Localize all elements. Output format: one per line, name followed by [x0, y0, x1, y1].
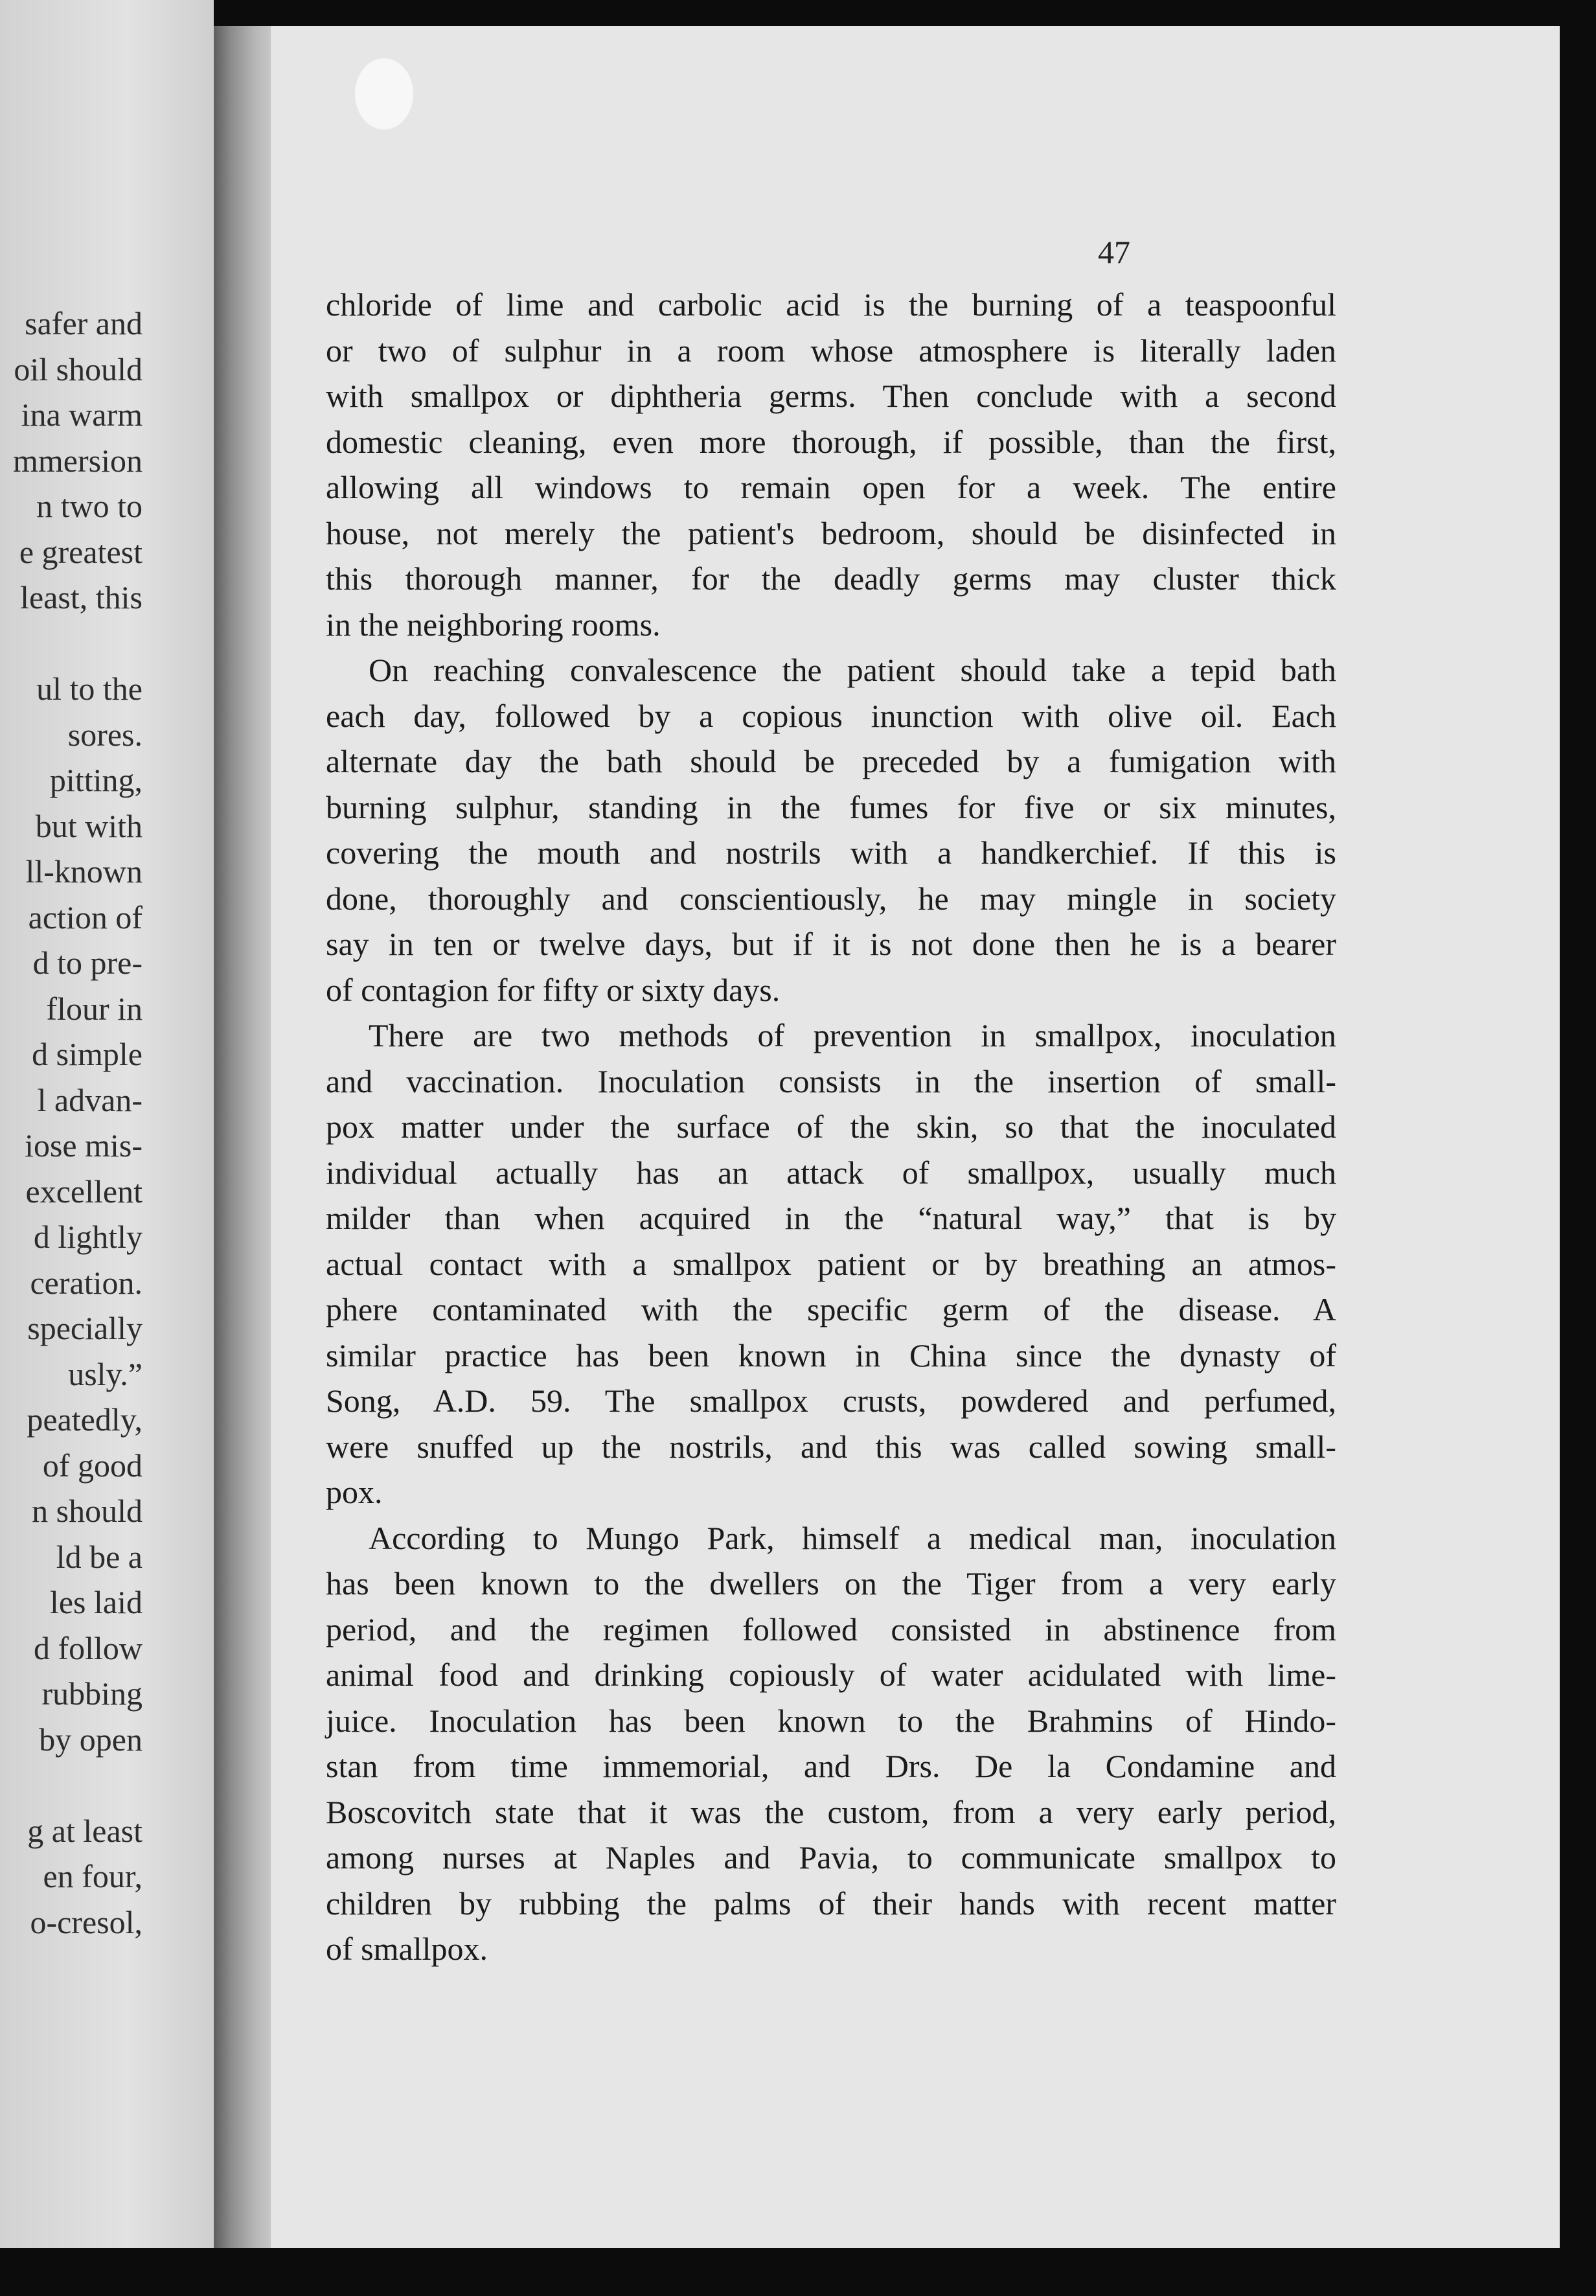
text-line: pox.	[326, 1474, 383, 1510]
text-line: Boscovitch state that it was the custom, from a very early period,	[326, 1793, 1336, 1830]
facing-page-line: g at least	[27, 1812, 142, 1849]
facing-page-line: ina warm	[21, 396, 142, 433]
text-line: with smallpox or diphtheria germs. Then conclude with a second	[326, 378, 1336, 414]
book-gutter	[214, 26, 272, 2248]
paragraph	[326, 1515, 1336, 1972]
text-line: burning sulphur, standing in the fumes for five or six minutes,	[326, 788, 1336, 825]
page-body-text	[326, 282, 1336, 1972]
text-line: There are two methods of prevention in smallpox, inoculation	[369, 1017, 1336, 1053]
facing-page-line: ceration.	[30, 1264, 142, 1301]
text-line: animal food and drinking copiously of water acidulated with lime-	[326, 1657, 1336, 1693]
text-line: house, not merely the patient's bedroom, should be disinfected in	[326, 514, 1336, 551]
facing-page-line: d to pre-	[32, 945, 142, 981]
text-line: alternate day the bath should be preceded by a fumigation with	[326, 743, 1336, 779]
facing-page-line: d simple	[32, 1036, 142, 1072]
text-line: similar practice has been known in China since the dynasty of	[326, 1337, 1336, 1373]
text-line: On reaching convalescence the patient should take a tepid bath	[369, 652, 1336, 688]
facing-page-line: excellent	[25, 1173, 142, 1210]
facing-page-line: action of	[28, 899, 142, 936]
text-line: juice. Inoculation has been known to the Brahmins of Hindo-	[326, 1702, 1336, 1739]
text-line: individual actually has an attack of smallpox, usually much	[326, 1154, 1336, 1191]
text-line: According to Mungo Park, himself a medical man, inoculation	[369, 1519, 1336, 1556]
text-line: in the neighboring rooms.	[326, 606, 661, 643]
facing-page-line: safer and	[25, 305, 142, 341]
facing-page-line: by open	[39, 1721, 142, 1758]
text-line: pox matter under the surface of the skin, so that the inoculated	[326, 1108, 1336, 1145]
facing-page-line: d lightly	[33, 1219, 142, 1255]
text-line: of contagion for fifty or sixty days.	[326, 971, 781, 1008]
text-line: children by rubbing the palms of their hands with recent matter	[326, 1885, 1336, 1922]
facing-page-line: but with	[35, 807, 142, 844]
paragraph	[326, 1013, 1336, 1515]
text-line: phere contaminated with the specific germ of the disease. A	[326, 1291, 1336, 1327]
facing-page-line: ul to the	[36, 671, 142, 707]
text-line: chloride of lime and carbolic acid is the burning of a teaspoonful	[326, 286, 1336, 323]
facing-page-line: least, this	[20, 579, 142, 615]
paragraph	[326, 647, 1336, 1013]
facing-page-line: pitting,	[49, 762, 142, 798]
facing-page-line: o-cresol,	[30, 1903, 142, 1940]
facing-page-line: peatedly,	[27, 1401, 142, 1438]
text-line: Song, A.D. 59. The smallpox crusts, powdered and perfumed,	[326, 1383, 1336, 1419]
facing-page-line: specially	[27, 1310, 142, 1346]
facing-page-line: d follow	[33, 1629, 142, 1666]
facing-page-line: les laid	[49, 1584, 142, 1620]
facing-page-line: oil should	[14, 350, 142, 387]
text-line: among nurses at Naples and Pavia, to communicate smallpox to	[326, 1839, 1336, 1876]
facing-page-line: sores.	[67, 716, 142, 753]
facing-page-line: n should	[32, 1493, 142, 1529]
facing-page-line: usly.”	[68, 1355, 142, 1392]
facing-page-line: n two to	[36, 488, 142, 524]
text-line: done, thoroughly and conscientiously, he may mingle in society	[326, 880, 1336, 917]
text-line: or two of sulphur in a room whose atmosphere is literally laden	[326, 332, 1336, 369]
text-line: this thorough manner, for the deadly germs may cluster thick	[326, 560, 1336, 597]
page-number: 47	[1098, 234, 1130, 270]
facing-page-line: rubbing	[41, 1675, 142, 1712]
facing-page-line: en four,	[43, 1858, 142, 1894]
facing-page-line: iose mis-	[25, 1127, 142, 1164]
facing-page-line: mmersion	[13, 442, 142, 479]
facing-page-line: of good	[42, 1447, 142, 1484]
text-line: say in ten or twelve days, but if it is not done then he is a bearer	[326, 926, 1336, 962]
facing-page-line: ld be a	[56, 1538, 142, 1575]
text-line: each day, followed by a copious inunction with olive oil. Each	[326, 697, 1336, 734]
text-line: has been known to the dwellers on the Tiger from a very early	[326, 1565, 1336, 1601]
text-line: milder than when acquired in the “natural way,” that is by	[326, 1200, 1336, 1236]
text-line: covering the mouth and nostrils with a handkerchief. If this is	[326, 834, 1336, 871]
text-line: stan from time immemorial, and Drs. De la Condamine and	[326, 1748, 1336, 1784]
text-line: of smallpox.	[326, 1931, 488, 1967]
paragraph	[326, 282, 1336, 647]
text-line: domestic cleaning, even more thorough, if possible, than the first,	[326, 423, 1336, 460]
facing-page-line: e greatest	[19, 533, 142, 570]
facing-page-line: flour in	[46, 990, 142, 1027]
facing-page-line: ll-known	[25, 853, 142, 890]
text-line: and vaccination. Inoculation consists in the insertion of small-	[326, 1062, 1336, 1099]
text-line: actual contact with a smallpox patient or by breathing an atmos-	[326, 1245, 1336, 1282]
facing-page	[0, 0, 214, 2248]
paper-stain	[355, 58, 413, 130]
text-line: allowing all windows to remain open for a week. The entire	[326, 469, 1336, 505]
text-line: were snuffed up the nostrils, and this was called sowing small-	[326, 1428, 1336, 1465]
facing-page-line: l advan-	[37, 1081, 142, 1118]
text-line: period, and the regimen followed consisted in abstinence from	[326, 1611, 1336, 1647]
